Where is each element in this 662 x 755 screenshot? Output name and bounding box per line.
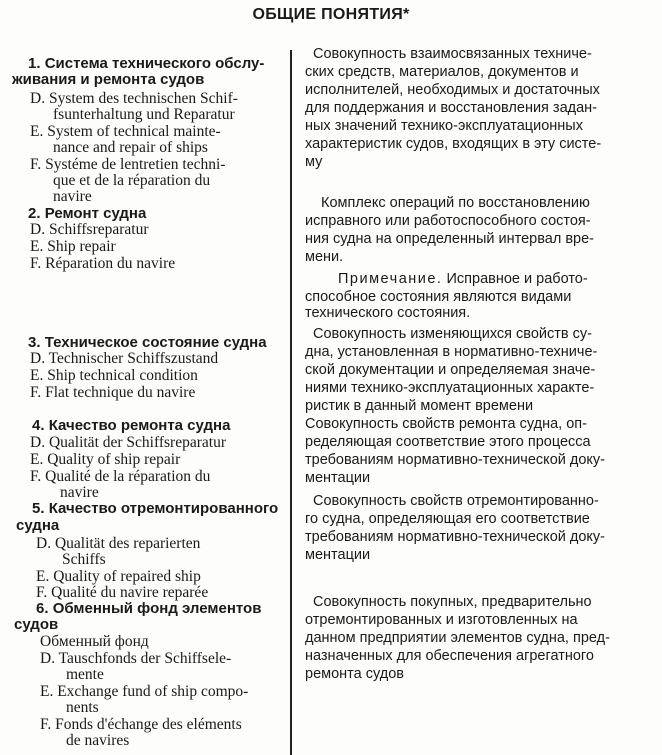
term-3-en: E. Ship technical condition (30, 367, 198, 384)
term-3-de: D. Technischer Schiffszustand (30, 350, 219, 367)
term-2-note-line: способное состояния являются видами (305, 289, 572, 305)
term-1-def-line: ских средств, материалов, документов и (305, 64, 579, 80)
page-title: ОБЩИЕ ПОНЯТИЯ* (252, 6, 410, 23)
term-3-def-line: ристик в данный момент времени (305, 398, 534, 414)
term-3-fr: F. Flat technique du navire (30, 384, 196, 401)
term-5-def-line: го судна, определяющая его соответствие (305, 511, 590, 527)
term-1-def-line: ных значений технико-эксплуатационных (305, 118, 583, 134)
term-4-title: 4. Качество ремонта судна (32, 417, 231, 434)
term-4-def-line: Совокупность свойств ремонта судна, оп- (305, 416, 587, 432)
term-6-def-line: отремонтированных и изготовленных на (305, 612, 578, 628)
term-3-def-line: Совокупность изменяющихся свойств су- (313, 326, 592, 342)
term-2-title: 2. Ремонт судна (28, 205, 147, 222)
term-1-def-line: му (305, 154, 323, 170)
term-1-title-cont: живания и ремонта судов (12, 71, 205, 88)
term-2-def-line: ния судна на определенный интервал вре- (305, 231, 594, 247)
term-5-en: E. Quality of repaired ship (36, 568, 201, 585)
term-1-def-line: Совокупность взаимосвязанных техниче- (313, 46, 592, 62)
term-5-title-cont: судна (16, 517, 60, 534)
term-2-fr: F. Réparation du navire (30, 255, 176, 272)
term-6-def-line: ремонта судов (305, 666, 404, 682)
term-2-note: Примечание. Исправное и работо- (338, 271, 588, 287)
note-label: Примечание. (338, 271, 443, 287)
term-4-fr: F. Qualité de la réparation du (30, 468, 211, 485)
term-2-de: D. Schiffsreparatur (30, 221, 149, 238)
term-4-def-line: ределяющая соответствие этого процесса (305, 434, 591, 450)
term-6-en-cont: nents (66, 699, 99, 716)
term-2-note-line: технического состояния. (305, 305, 471, 321)
term-6-en: E. Exchange fund of ship compo- (40, 683, 249, 700)
term-6-title-cont: судов (14, 616, 59, 633)
term-4-def-line: требованиям нормативно-технической доку- (305, 452, 605, 468)
term-1-def-line: для поддержания и восстановления задан- (305, 100, 598, 116)
term-1-def-line: исполнителей, необходимых и достаточных (305, 82, 600, 98)
term-1-title: 1. Система технического обслу- (28, 55, 265, 72)
term-1-fr-cont2: navire (53, 188, 92, 205)
term-3-title: 3. Техническое состояние судна (28, 334, 267, 351)
term-1-en-cont: nance and repair of ships (53, 139, 208, 156)
term-4-de: D. Qualität der Schiffsreparatur (30, 434, 226, 451)
term-5-de-cont: Schiffs (62, 551, 106, 568)
term-4-fr-cont: navire (60, 484, 99, 501)
term-2-def-line: Комплекс операций по восстановлению (321, 195, 590, 211)
term-2-en: E. Ship repair (30, 238, 116, 255)
term-1-fr-cont: que et de la réparation du (53, 172, 211, 189)
term-1-def-line: характеристик судов, входящих в эту систе- (305, 136, 602, 152)
term-6-title: 6. Обменный фонд элементов (36, 600, 262, 617)
term-1-en: E. System of technical mainte- (30, 123, 221, 140)
term-1-fr: F. Systéme de lentretien techni- (30, 156, 226, 173)
term-6-def-line: данном предприятии элементов судна, пред- (305, 630, 610, 646)
term-3-def-line: ской документации и определяемая значе- (305, 362, 596, 378)
term-5-def-line: требованиям нормативно-технической доку- (305, 529, 605, 545)
term-5-fr: F. Qualité du navire reparée (36, 584, 209, 601)
term-2-def-line: исправного или работоспособного состоя- (305, 213, 591, 229)
term-4-en: E. Quality of ship repair (30, 451, 181, 468)
term-2-def-line: мени. (305, 249, 344, 265)
term-1-de: D. System des technischen Schif- (30, 90, 238, 107)
term-5-de: D. Qualität des reparierten (36, 535, 201, 552)
term-6-def-line: Совокупность покупных, предварительно (313, 594, 592, 610)
term-5-title: 5. Качество отремонтированного (32, 500, 279, 517)
term-3-def-line: дна, установленная в нормативно-техниче- (305, 344, 598, 360)
term-1-de-cont: fsunterhaltung und Reparatur (53, 106, 235, 123)
column-divider (290, 50, 292, 755)
term-6-de: D. Tauschfonds der Schiffsele- (40, 650, 232, 667)
term-3-def-line: ниями технико-эксплуатационных характе- (305, 380, 595, 396)
term-6-fr-cont: de navires (66, 732, 130, 749)
term-4-def-line: ментации (305, 470, 371, 486)
term-5-def-line: ментации (305, 547, 371, 563)
term-6-synonym: Обменный фонд (40, 633, 149, 650)
term-5-def-line: Совокупность свойств отремонтированно- (313, 493, 599, 509)
term-6-def-line: назначенных для обеспечения агрегатного (305, 648, 594, 664)
term-6-fr: F. Fonds d'échange des eléments (40, 716, 242, 733)
term-6-de-cont: mente (66, 666, 104, 683)
